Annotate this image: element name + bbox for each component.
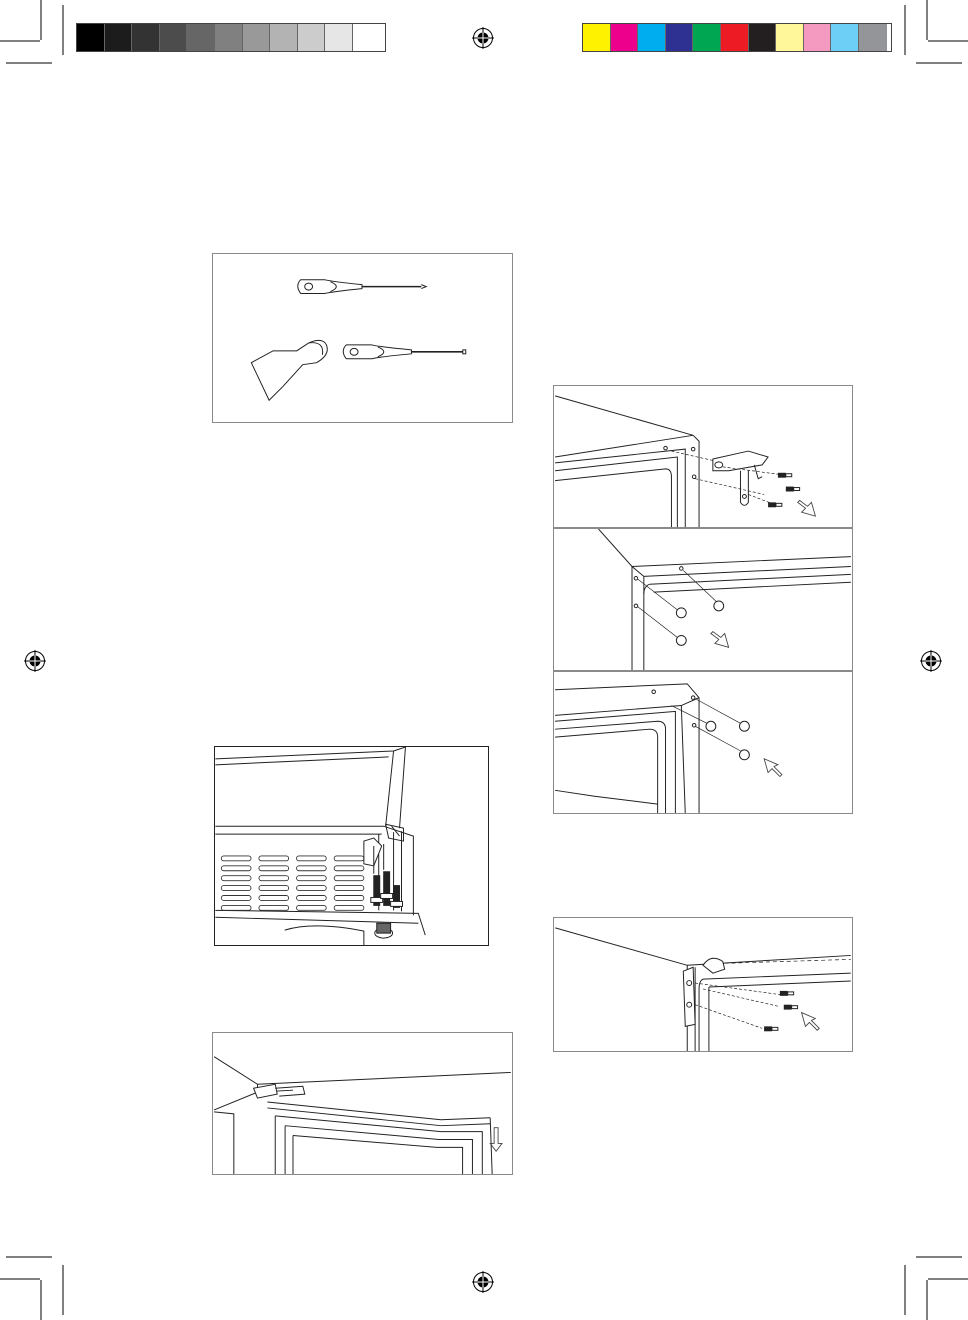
- color-swatch: [132, 24, 160, 51]
- tools-figure: [212, 253, 513, 423]
- color-swatch: [298, 24, 326, 51]
- color-bar: [582, 23, 892, 52]
- registration-target-icon: [920, 650, 942, 672]
- arrow-down-icon: [490, 1128, 502, 1152]
- phillips-screwdriver-icon: [298, 280, 426, 294]
- color-swatch: [611, 24, 639, 51]
- color-swatch: [666, 24, 694, 51]
- color-swatch: [353, 24, 381, 51]
- registration-target-icon: [472, 27, 494, 49]
- color-swatch: [243, 24, 271, 51]
- hole-caps-insert-figure: [553, 671, 853, 814]
- flat-screwdriver-icon: [343, 345, 466, 359]
- door-removal-figure: [212, 1032, 513, 1175]
- hinge-screws-figure: [214, 746, 489, 946]
- hole-caps-remove-figure: [553, 528, 853, 671]
- color-swatch: [270, 24, 298, 51]
- arrow-icon: [764, 759, 782, 777]
- color-swatch: [859, 24, 887, 51]
- putty-knife-icon: [251, 340, 327, 400]
- color-swatch: [831, 24, 859, 51]
- color-swatch: [77, 24, 105, 51]
- color-swatch: [215, 24, 243, 51]
- color-swatch: [693, 24, 721, 51]
- arrow-icon: [802, 1013, 820, 1031]
- grayscale-bar: [76, 23, 386, 52]
- registration-target-icon: [24, 650, 46, 672]
- arrow-icon: [798, 500, 816, 516]
- color-swatch: [325, 24, 353, 51]
- color-swatch: [105, 24, 133, 51]
- color-swatch: [721, 24, 749, 51]
- color-swatch: [638, 24, 666, 51]
- color-swatch: [776, 24, 804, 51]
- arrow-icon: [711, 632, 729, 648]
- hinge-mount-figure: [553, 917, 853, 1052]
- color-swatch: [583, 24, 611, 51]
- color-swatch: [160, 24, 188, 51]
- top-hinge-remove-figure: [553, 385, 853, 528]
- color-swatch: [804, 24, 832, 51]
- color-swatch: [749, 24, 777, 51]
- color-swatch: [187, 24, 215, 51]
- registration-target-icon: [472, 1271, 494, 1293]
